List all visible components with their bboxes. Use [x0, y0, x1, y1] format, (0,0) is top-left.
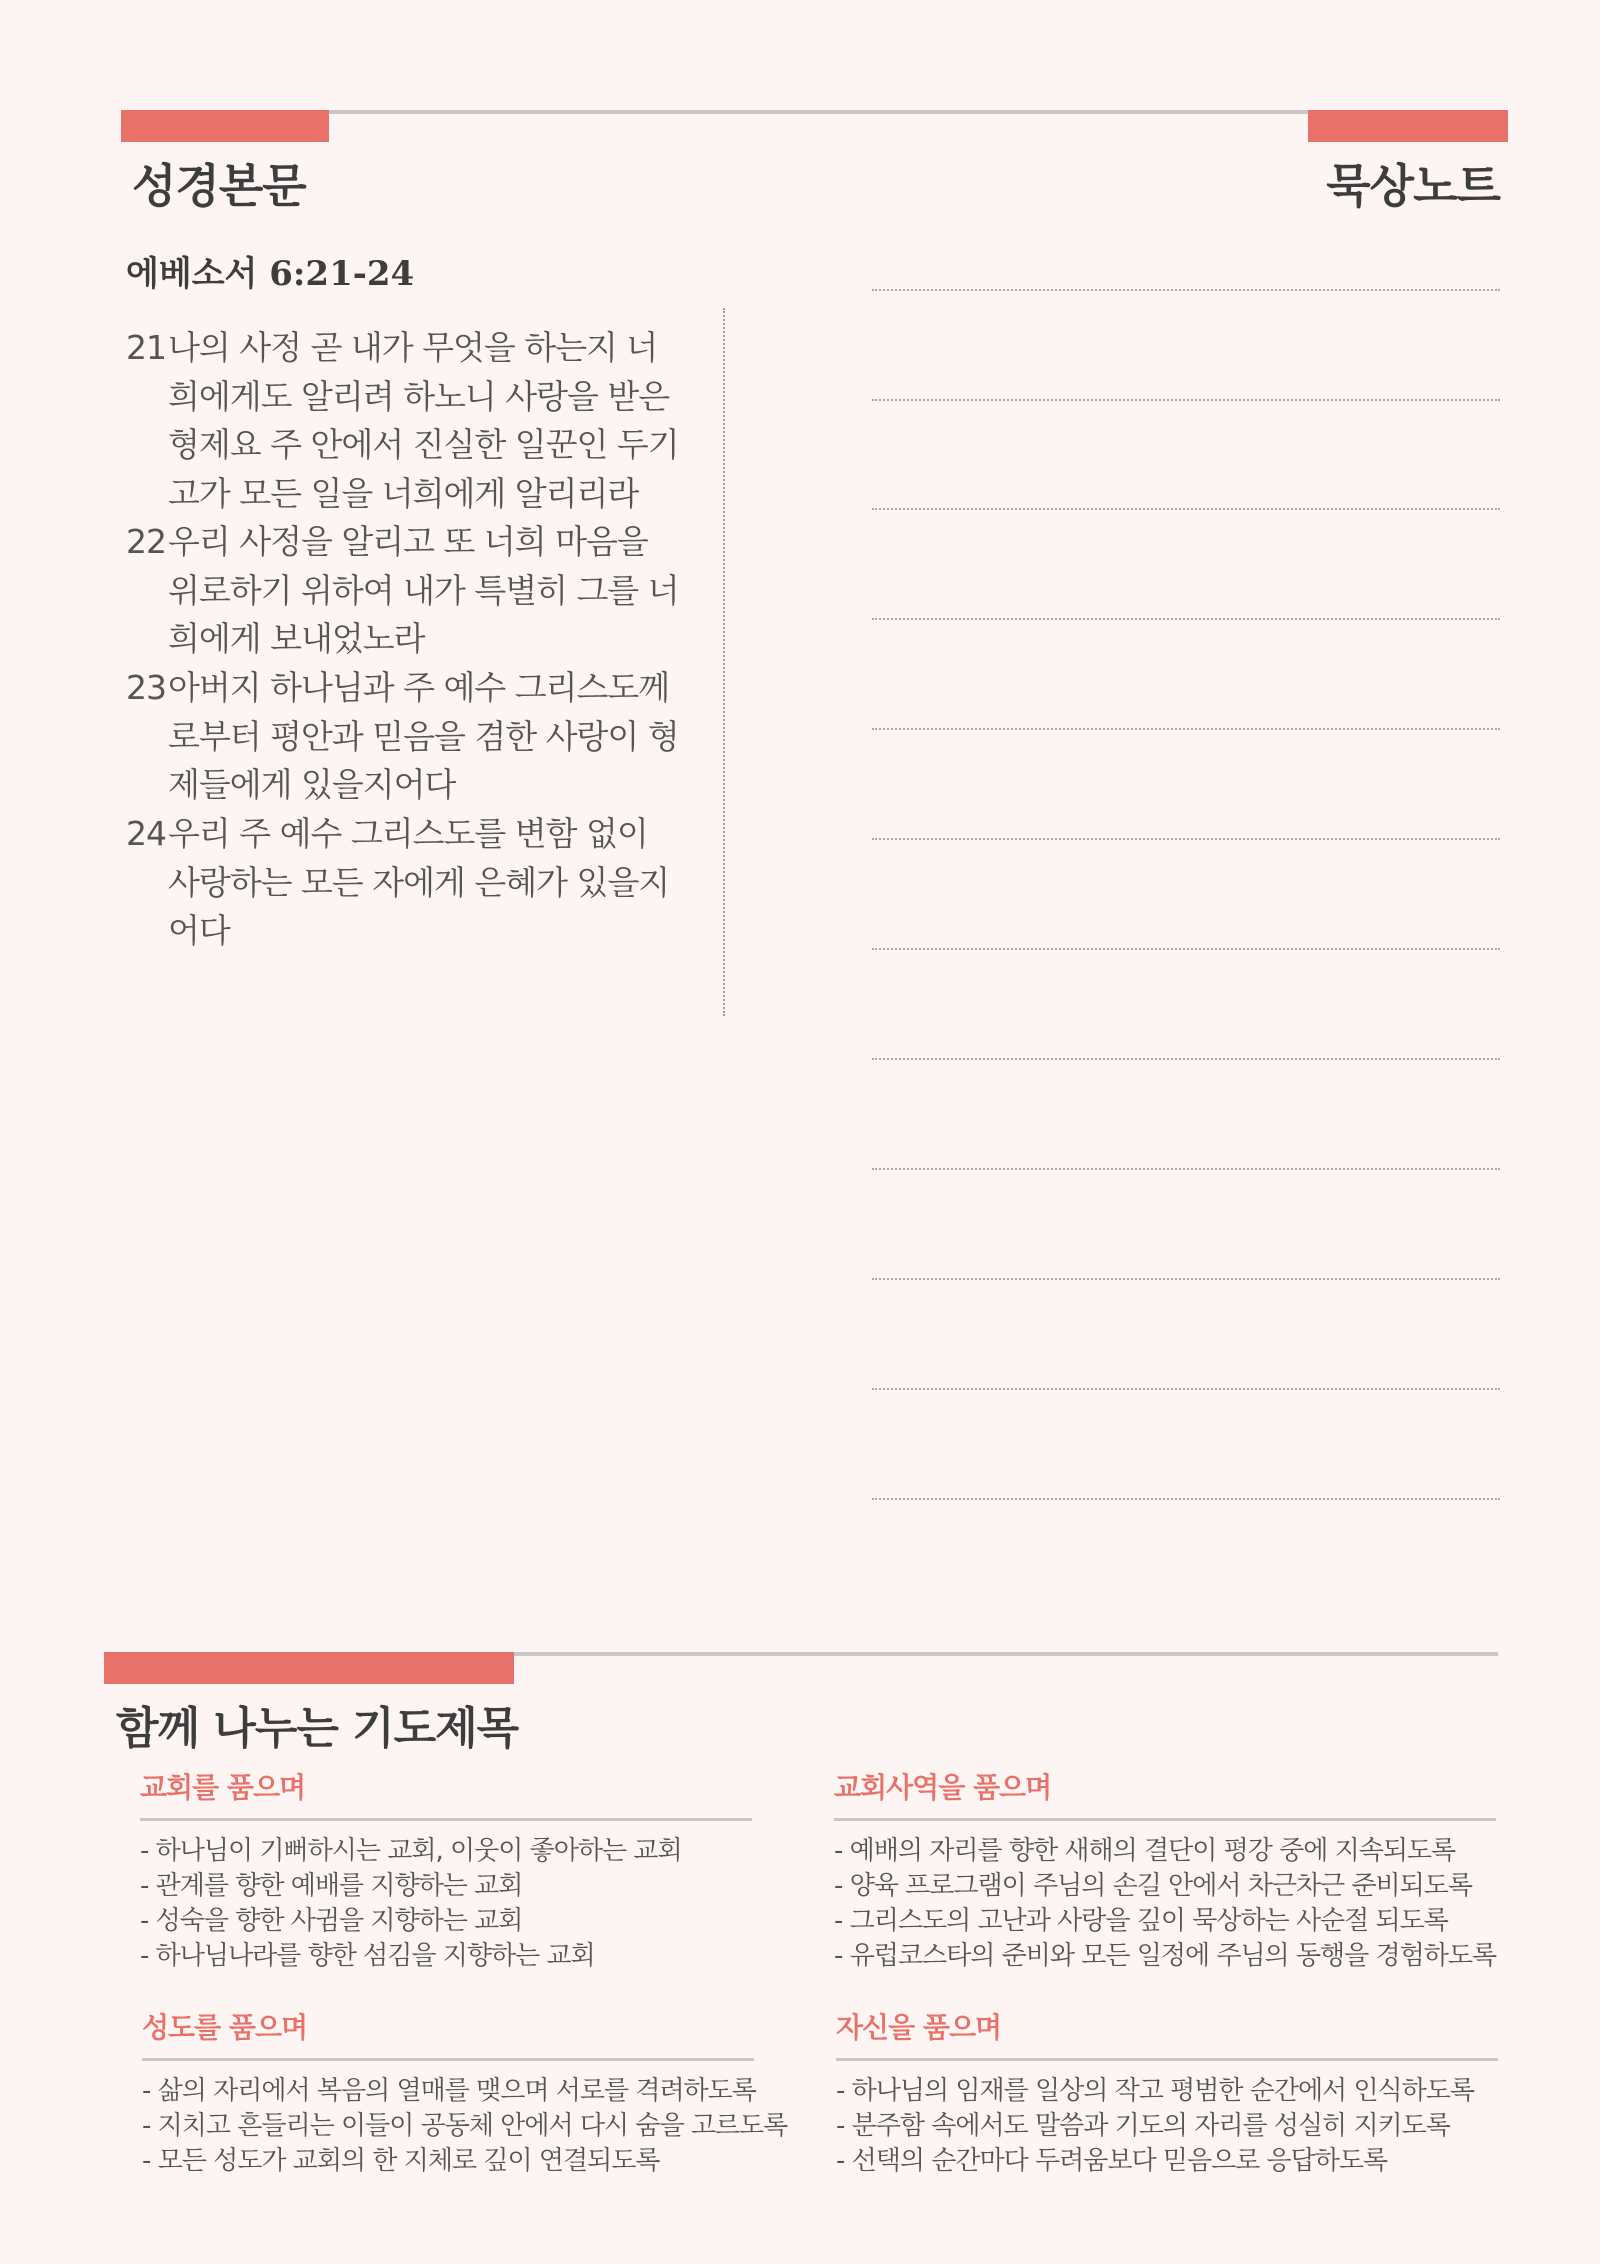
- section-title: 교회사역을 품으며: [834, 1771, 1052, 1804]
- note-line: [872, 399, 1500, 401]
- meditation-heading: 묵상노트: [1326, 159, 1500, 213]
- prayer-item: - 성숙을 향한 사귐을 지향하는 교회: [140, 1906, 523, 1936]
- prayer-item: - 하나님의 임재를 일상의 작고 평범한 순간에서 인식하도록: [836, 2076, 1475, 2106]
- prayer-list: [142, 2074, 788, 2179]
- verse-23: [126, 664, 686, 810]
- note-line: [872, 1058, 1500, 1060]
- verse-number: 24: [126, 814, 166, 853]
- prayer-section-church: [140, 1766, 752, 1974]
- note-line: [872, 1168, 1500, 1170]
- verse-number: 23: [126, 668, 166, 707]
- note-line: [872, 1498, 1500, 1500]
- verse-21: [126, 324, 686, 518]
- prayer-item: - 삶의 자리에서 복음의 열매를 맺으며 서로를 격려하도록: [142, 2076, 756, 2106]
- prayer-item: - 분주함 속에서도 말씀과 기도의 자리를 성실히 지키도록: [836, 2111, 1450, 2141]
- scripture-header-accent-bar: [121, 110, 329, 142]
- prayer-item: - 관계를 향한 예배를 지향하는 교회: [140, 1871, 523, 1901]
- verse-text: 나의 사정 곧 내가 무엇을 하는지 너희에게도 알리려 하노니 사랑을 받은 형제요 주 안에서 진실한 일꾼인 두기고가 모든 일을 너희에게 알리리라: [168, 328, 679, 513]
- prayer-section-self: [836, 2006, 1498, 2179]
- note-line: [872, 618, 1500, 620]
- prayer-item: - 양육 프로그램이 주님의 손길 안에서 차근차근 준비되도록: [834, 1871, 1473, 1901]
- prayer-item: - 하나님이 기뻐하시는 교회, 이웃이 좋아하는 교회: [140, 1836, 682, 1866]
- section-underline: [142, 2058, 754, 2061]
- prayer-item: - 그리스도의 고난과 사랑을 깊이 묵상하는 사순절 되도록: [834, 1906, 1448, 1936]
- prayer-item: - 지치고 흔들리는 이들이 공동체 안에서 다시 숨을 고르도록: [142, 2111, 788, 2141]
- verse-text: 우리 사정을 알리고 또 너희 마음을 위로하기 위하여 내가 특별히 그를 너희에게 보내었노라: [168, 522, 679, 658]
- section-title: 성도를 품으며: [142, 2011, 308, 2044]
- section-underline: [140, 1818, 752, 1821]
- section-underline: [836, 2058, 1498, 2061]
- prayer-item: - 하나님나라를 향한 섬김을 지향하는 교회: [140, 1941, 595, 1971]
- header-divider-line: [329, 110, 1308, 114]
- scripture-heading: 성경본문: [132, 159, 306, 213]
- note-line: [872, 508, 1500, 510]
- verse-text: 아버지 하나님과 주 예수 그리스도께로부터 평안과 믿음을 겸한 사랑이 형제들에게 있을지어다: [168, 668, 679, 804]
- section-title: 교회를 품으며: [140, 1771, 306, 1804]
- prayer-item: - 예배의 자리를 향한 새해의 결단이 평강 중에 지속되도록: [834, 1836, 1456, 1866]
- verse-number: 21: [126, 328, 166, 367]
- section-title: 자신을 품으며: [836, 2011, 1002, 2044]
- verse-text: 우리 주 예수 그리스도를 변함 없이 사랑하는 모든 자에게 은혜가 있을지어다: [168, 814, 670, 950]
- prayer-heading: 함께 나누는 기도제목: [116, 1703, 519, 1754]
- column-divider: [723, 308, 725, 1016]
- verse-22: [126, 518, 686, 664]
- prayer-item: - 유럽코스타의 준비와 모든 일정에 주님의 동행을 경험하도록: [834, 1941, 1497, 1971]
- section-underline: [834, 1818, 1496, 1821]
- note-line: [872, 1388, 1500, 1390]
- note-line: [872, 728, 1500, 730]
- prayer-item: - 모든 성도가 교회의 한 지체로 깊이 연결되도록: [142, 2146, 660, 2176]
- note-line: [872, 1278, 1500, 1280]
- scripture-reference: 에베소서 6:21-24: [126, 254, 415, 294]
- prayer-section-ministry: [834, 1766, 1496, 1974]
- prayer-list: [140, 1834, 752, 1974]
- note-line: [872, 948, 1500, 950]
- prayer-divider-line: [514, 1652, 1498, 1656]
- verse-number: 22: [126, 522, 166, 561]
- meditation-header-accent-bar: [1308, 110, 1508, 142]
- note-line: [872, 289, 1500, 291]
- note-line: [872, 838, 1500, 840]
- verse-24: [126, 810, 686, 956]
- prayer-list: [836, 2074, 1498, 2179]
- prayer-section-members: [142, 2006, 788, 2179]
- prayer-item: - 선택의 순간마다 두려움보다 믿음으로 응답하도록: [836, 2146, 1388, 2176]
- prayer-list: [834, 1834, 1496, 1974]
- prayer-header-accent-bar: [104, 1652, 514, 1684]
